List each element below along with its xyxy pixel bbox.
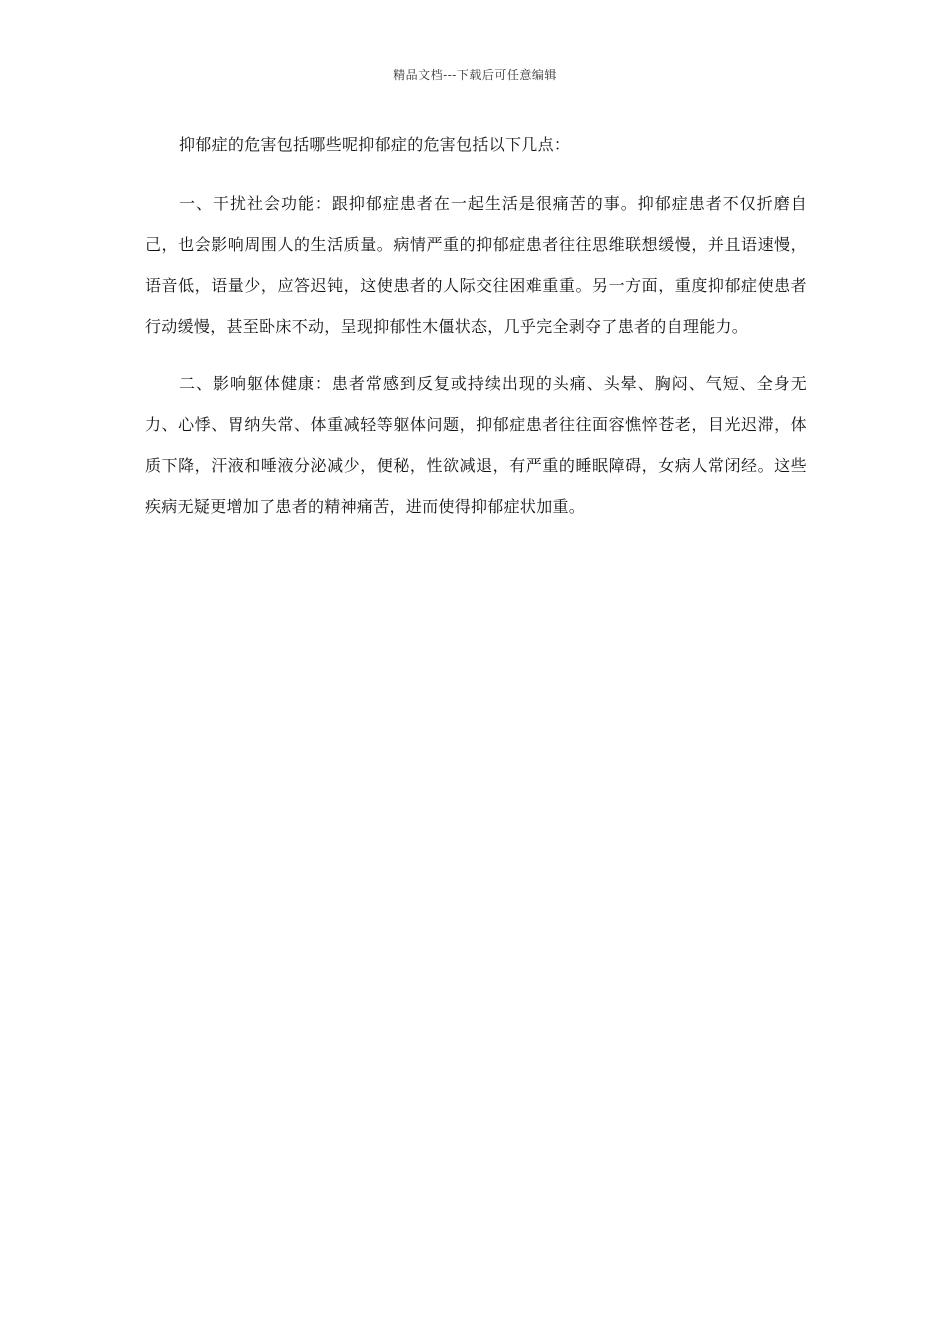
document-body bbox=[145, 124, 807, 543]
section-social-function: 一、干扰社会功能：跟抑郁症患者在一起生活是很痛苦的事。抑郁症患者不仅折磨自己，也会影响周围人的生活质量。病情严重的抑郁症患者往往思维联想缓慢，并且语速慢，语音低，语量少，应答迟钝，这使患者的人际交往困难重重。另一方面，重度抑郁症使患者行动缓慢，甚至卧床不动，呈现抑郁性木僵状态，几乎完全剥夺了患者的自理能力。 bbox=[145, 194, 807, 336]
header-note: 精品文档---下载后可任意编辑 bbox=[393, 68, 557, 82]
section-physical-health: 二、影响躯体健康：患者常感到反复或持续出现的头痛、头晕、胸闷、气短、全身无力、心悸、胃纳失常、体重减轻等躯体问题，抑郁症患者往往面容憔悴苍老，目光迟滞，体质下降，汗液和唾液分泌减少，便秘，性欲减退，有严重的睡眠障碍，女病人常闭经。这些疾病无疑更增加了患者的精神痛苦，进而使得抑郁症状加重。 bbox=[145, 374, 807, 516]
intro-paragraph: 抑郁症的危害包括哪些呢抑郁症的危害包括以下几点： bbox=[179, 135, 571, 154]
